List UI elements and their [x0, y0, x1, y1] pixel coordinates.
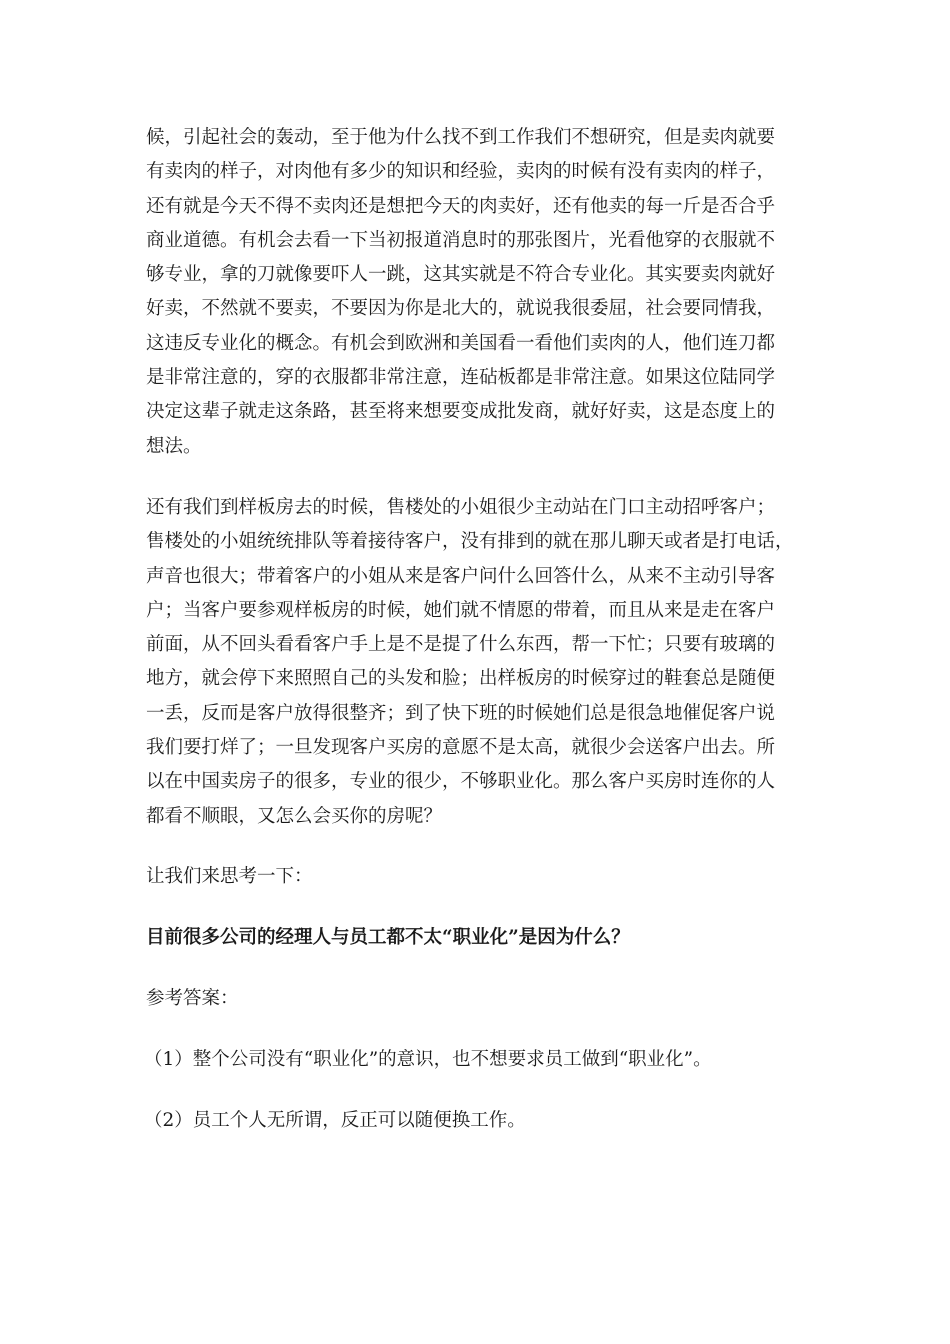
paragraph-showroom: [146, 491, 810, 834]
text-line: 我们要打烊了；一旦发现客户买房的意愿不是太高，就很少会送客户出去。所: [146, 737, 776, 759]
text-line: 是非常注意的，穿的衣服都非常注意，连砧板都是非常注意。如果这位陆同学: [146, 367, 776, 389]
text-line: 都看不顺眼，又怎么会买你的房呢？: [146, 805, 443, 827]
paragraph-gap: [146, 1016, 810, 1043]
answer-item-2: （2）员工个人无所谓，反正可以随便换工作。: [144, 1109, 526, 1131]
text-line: 好卖，不然就不要卖，不要因为你是北大的，就说我很委屈，社会要同情我，: [146, 298, 776, 320]
text-line: 候，引起社会的轰动，至于他为什么找不到工作我们不想研究，但是卖肉就要: [146, 127, 776, 148]
text-line: 售楼处的小姐统统排队等着接待客户，没有排到的就在那儿聊天或者是打电话，: [146, 531, 794, 553]
paragraph-gap: [146, 834, 810, 860]
paragraph-gap: [146, 894, 810, 921]
text-line: 以在中国卖房子的很多，专业的很少，不够职业化。那么客户买房时连你的人: [146, 771, 776, 793]
text-line: 还有就是今天不得不卖肉还是想把今天的肉卖好，还有他卖的每一斤是否合乎: [146, 195, 776, 217]
text-line: 还有我们到样板房去的时候，售楼处的小姐很少主动站在门口主动招呼客户；: [146, 496, 776, 518]
document-body: [146, 121, 810, 1138]
text-line: 声音也很大；带着客户的小姐从来是客户问什么回答什么，从来不主动引导客: [146, 565, 776, 587]
text-line: 决定这辈子就走这条路，甚至将来想要变成批发商，就好好卖，这是态度上的: [146, 401, 776, 423]
answer-item-1: （1）整个公司没有“职业化”的意识，也不想要求员工做到“职业化”。: [144, 1048, 712, 1070]
text-line: 商业道德。有机会去看一下当初报道消息时的那张图片，光看他穿的衣服就不: [146, 229, 776, 251]
paragraph-gap: [146, 1077, 810, 1104]
paragraph-gap: [146, 955, 810, 982]
text-line: 想法。: [146, 435, 202, 457]
text-line: 前面，从不回头看看客户手上是不是提了什么东西，帮一下忙；只要有玻璃的: [146, 634, 776, 656]
text-line: 一丢，反而是客户放得很整齐；到了快下班的时候她们总是很急地催促客户说: [146, 702, 776, 724]
paragraph-gap: [146, 464, 810, 491]
text-line: 地方，就会停下来照照自己的头发和脸；出样板房的时候穿过的鞋套总是随便: [146, 668, 776, 690]
question-heading: 目前很多公司的经理人与员工都不太“职业化”是因为什么？: [146, 926, 630, 948]
text-line: 这违反专业化的概念。有机会到欧洲和美国看一看他们卖肉的人，他们连刀都: [146, 332, 776, 354]
answer-label: 参考答案：: [146, 987, 239, 1009]
text-line: 户；当客户要参观样板房的时候，她们就不情愿的带着，而且从来是走在客户: [146, 599, 776, 621]
text-line: 有卖肉的样子，对肉他有多少的知识和经验，卖肉的时候有没有卖肉的样子，: [146, 161, 776, 183]
paragraph-butcher: [146, 121, 810, 464]
think-prompt: 让我们来思考一下：: [146, 865, 313, 887]
text-line: 够专业，拿的刀就像要吓人一跳，这其实就是不符合专业化。其实要卖肉就好: [146, 264, 776, 286]
